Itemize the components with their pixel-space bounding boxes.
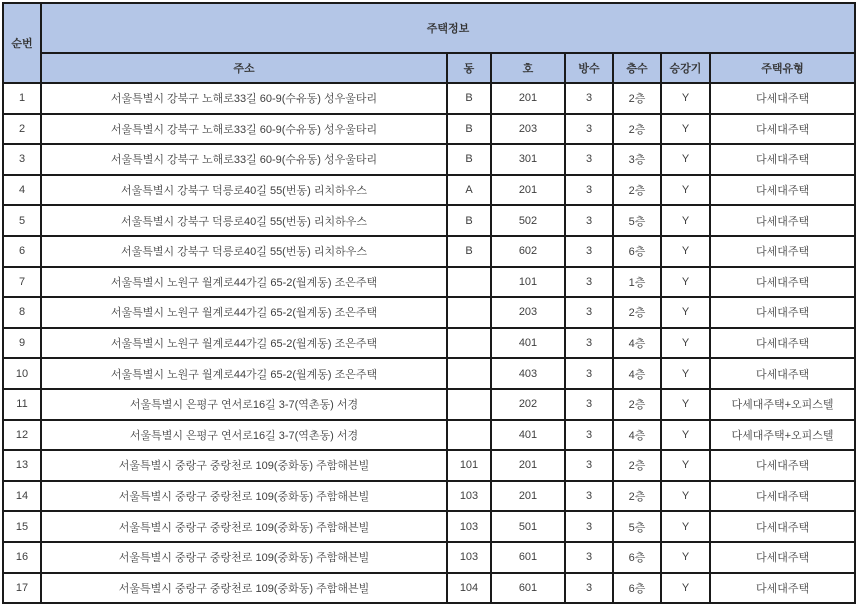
cell-floor: 5층 <box>613 511 661 542</box>
cell-elevator: Y <box>661 144 710 175</box>
cell-no: 10 <box>3 358 41 389</box>
cell-unit: 602 <box>491 236 565 267</box>
header-sub-row <box>3 53 855 83</box>
cell-elevator: Y <box>661 297 710 328</box>
cell-floor: 4층 <box>613 328 661 359</box>
cell-elevator: Y <box>661 328 710 359</box>
header-elevator: 승강기 <box>661 53 710 83</box>
cell-building: B <box>447 205 491 236</box>
cell-housing-type: 다세대주택 <box>710 511 855 542</box>
cell-building <box>447 358 491 389</box>
header-building: 동 <box>447 53 491 83</box>
cell-elevator: Y <box>661 267 710 298</box>
cell-building: 101 <box>447 450 491 481</box>
cell-unit: 403 <box>491 358 565 389</box>
cell-rooms: 3 <box>565 389 613 420</box>
cell-building: 103 <box>447 511 491 542</box>
cell-unit: 203 <box>491 297 565 328</box>
header-rooms: 방수 <box>565 53 613 83</box>
cell-unit: 201 <box>491 175 565 206</box>
cell-housing-type: 다세대주택 <box>710 328 855 359</box>
cell-rooms: 3 <box>565 450 613 481</box>
cell-housing-type: 다세대주택 <box>710 358 855 389</box>
cell-elevator: Y <box>661 114 710 145</box>
header-unit: 호 <box>491 53 565 83</box>
cell-no: 14 <box>3 481 41 512</box>
cell-building <box>447 328 491 359</box>
cell-no: 9 <box>3 328 41 359</box>
cell-unit: 401 <box>491 420 565 451</box>
cell-building <box>447 389 491 420</box>
cell-building: B <box>447 83 491 114</box>
table-row <box>3 511 855 542</box>
cell-housing-type: 다세대주택 <box>710 144 855 175</box>
cell-floor: 1층 <box>613 267 661 298</box>
cell-building: A <box>447 175 491 206</box>
cell-floor: 2층 <box>613 175 661 206</box>
cell-elevator: Y <box>661 542 710 573</box>
cell-rooms: 3 <box>565 144 613 175</box>
cell-unit: 201 <box>491 83 565 114</box>
cell-floor: 2층 <box>613 481 661 512</box>
cell-address: 서울특별시 강북구 덕릉로40길 55(번동) 리치하우스 <box>41 205 447 236</box>
cell-floor: 4층 <box>613 358 661 389</box>
cell-no: 12 <box>3 420 41 451</box>
table-row <box>3 236 855 267</box>
cell-unit: 501 <box>491 511 565 542</box>
cell-no: 13 <box>3 450 41 481</box>
cell-building: 103 <box>447 481 491 512</box>
cell-rooms: 3 <box>565 573 613 604</box>
header-housing-type: 주택유형 <box>710 53 855 83</box>
housing-info-table <box>2 2 856 604</box>
cell-floor: 6층 <box>613 573 661 604</box>
table-row <box>3 542 855 573</box>
table-row <box>3 175 855 206</box>
cell-unit: 101 <box>491 267 565 298</box>
cell-floor: 6층 <box>613 542 661 573</box>
table-row <box>3 450 855 481</box>
cell-elevator: Y <box>661 420 710 451</box>
cell-elevator: Y <box>661 205 710 236</box>
cell-elevator: Y <box>661 389 710 420</box>
cell-floor: 6층 <box>613 236 661 267</box>
cell-elevator: Y <box>661 358 710 389</box>
cell-address: 서울특별시 은평구 연서로16길 3-7(역촌동) 서경 <box>41 420 447 451</box>
cell-floor: 2층 <box>613 114 661 145</box>
cell-housing-type: 다세대주택 <box>710 205 855 236</box>
table-row <box>3 481 855 512</box>
cell-housing-type: 다세대주택 <box>710 481 855 512</box>
table-row <box>3 573 855 604</box>
header-housing-info: 주택정보 <box>41 3 855 53</box>
cell-no: 4 <box>3 175 41 206</box>
cell-address: 서울특별시 강북구 노해로33길 60-9(수유동) 성우울타리 <box>41 114 447 145</box>
table-header <box>3 3 855 83</box>
cell-housing-type: 다세대주택 <box>710 175 855 206</box>
cell-housing-type: 다세대주택 <box>710 450 855 481</box>
cell-elevator: Y <box>661 481 710 512</box>
cell-housing-type: 다세대주택 <box>710 236 855 267</box>
table-row <box>3 144 855 175</box>
cell-elevator: Y <box>661 511 710 542</box>
cell-address: 서울특별시 노원구 월계로44가길 65-2(월계동) 조은주택 <box>41 297 447 328</box>
cell-address: 서울특별시 강북구 덕릉로40길 55(번동) 리치하우스 <box>41 236 447 267</box>
cell-address: 서울특별시 강북구 덕릉로40길 55(번동) 리치하우스 <box>41 175 447 206</box>
table-row <box>3 114 855 145</box>
cell-no: 2 <box>3 114 41 145</box>
cell-unit: 301 <box>491 144 565 175</box>
table-row <box>3 358 855 389</box>
cell-no: 17 <box>3 573 41 604</box>
cell-elevator: Y <box>661 83 710 114</box>
table-row <box>3 83 855 114</box>
cell-rooms: 3 <box>565 297 613 328</box>
cell-housing-type: 다세대주택 <box>710 573 855 604</box>
cell-unit: 202 <box>491 389 565 420</box>
header-no: 순번 <box>3 3 41 83</box>
table-row <box>3 297 855 328</box>
cell-housing-type: 다세대주택+오피스텔 <box>710 420 855 451</box>
cell-building <box>447 420 491 451</box>
cell-elevator: Y <box>661 573 710 604</box>
cell-building: B <box>447 114 491 145</box>
cell-address: 서울특별시 강북구 노해로33길 60-9(수유동) 성우울타리 <box>41 83 447 114</box>
cell-elevator: Y <box>661 236 710 267</box>
cell-rooms: 3 <box>565 358 613 389</box>
cell-no: 16 <box>3 542 41 573</box>
cell-elevator: Y <box>661 450 710 481</box>
table-row <box>3 205 855 236</box>
cell-no: 11 <box>3 389 41 420</box>
cell-building: B <box>447 236 491 267</box>
cell-building: 103 <box>447 542 491 573</box>
cell-building: B <box>447 144 491 175</box>
table-body <box>3 83 855 603</box>
cell-no: 5 <box>3 205 41 236</box>
cell-rooms: 3 <box>565 83 613 114</box>
cell-rooms: 3 <box>565 420 613 451</box>
cell-address: 서울특별시 중랑구 중랑천로 109(중화동) 주함해븐빌 <box>41 450 447 481</box>
header-address: 주소 <box>41 53 447 83</box>
cell-unit: 201 <box>491 450 565 481</box>
cell-rooms: 3 <box>565 175 613 206</box>
table-row <box>3 389 855 420</box>
cell-unit: 203 <box>491 114 565 145</box>
cell-rooms: 3 <box>565 542 613 573</box>
cell-address: 서울특별시 노원구 월계로44가길 65-2(월계동) 조은주택 <box>41 267 447 298</box>
cell-unit: 201 <box>491 481 565 512</box>
cell-rooms: 3 <box>565 205 613 236</box>
cell-address: 서울특별시 중랑구 중랑천로 109(중화동) 주함해븐빌 <box>41 573 447 604</box>
cell-elevator: Y <box>661 175 710 206</box>
cell-no: 8 <box>3 297 41 328</box>
cell-unit: 502 <box>491 205 565 236</box>
cell-rooms: 3 <box>565 267 613 298</box>
cell-floor: 3층 <box>613 144 661 175</box>
cell-housing-type: 다세대주택 <box>710 114 855 145</box>
cell-address: 서울특별시 노원구 월계로44가길 65-2(월계동) 조은주택 <box>41 358 447 389</box>
table-row <box>3 420 855 451</box>
cell-building <box>447 297 491 328</box>
cell-floor: 4층 <box>613 420 661 451</box>
cell-address: 서울특별시 중랑구 중랑천로 109(중화동) 주함해븐빌 <box>41 511 447 542</box>
cell-unit: 601 <box>491 573 565 604</box>
cell-rooms: 3 <box>565 481 613 512</box>
cell-no: 7 <box>3 267 41 298</box>
cell-housing-type: 다세대주택 <box>710 267 855 298</box>
cell-floor: 2층 <box>613 389 661 420</box>
cell-no: 6 <box>3 236 41 267</box>
cell-floor: 2층 <box>613 450 661 481</box>
cell-rooms: 3 <box>565 236 613 267</box>
cell-building <box>447 267 491 298</box>
cell-unit: 401 <box>491 328 565 359</box>
cell-building: 104 <box>447 573 491 604</box>
cell-housing-type: 다세대주택 <box>710 542 855 573</box>
header-floor: 층수 <box>613 53 661 83</box>
table-row <box>3 328 855 359</box>
cell-rooms: 3 <box>565 328 613 359</box>
cell-address: 서울특별시 은평구 연서로16길 3-7(역촌동) 서경 <box>41 389 447 420</box>
cell-address: 서울특별시 중랑구 중랑천로 109(중화동) 주함해븐빌 <box>41 542 447 573</box>
cell-address: 서울특별시 강북구 노해로33길 60-9(수유동) 성우울타리 <box>41 144 447 175</box>
cell-address: 서울특별시 중랑구 중랑천로 109(중화동) 주함해븐빌 <box>41 481 447 512</box>
cell-unit: 601 <box>491 542 565 573</box>
cell-floor: 5층 <box>613 205 661 236</box>
cell-no: 15 <box>3 511 41 542</box>
table-row <box>3 267 855 298</box>
cell-floor: 2층 <box>613 297 661 328</box>
cell-housing-type: 다세대주택+오피스텔 <box>710 389 855 420</box>
cell-floor: 2층 <box>613 83 661 114</box>
cell-rooms: 3 <box>565 114 613 145</box>
cell-no: 3 <box>3 144 41 175</box>
cell-no: 1 <box>3 83 41 114</box>
cell-housing-type: 다세대주택 <box>710 83 855 114</box>
cell-rooms: 3 <box>565 511 613 542</box>
cell-address: 서울특별시 노원구 월계로44가길 65-2(월계동) 조은주택 <box>41 328 447 359</box>
header-group-row <box>3 3 855 53</box>
cell-housing-type: 다세대주택 <box>710 297 855 328</box>
